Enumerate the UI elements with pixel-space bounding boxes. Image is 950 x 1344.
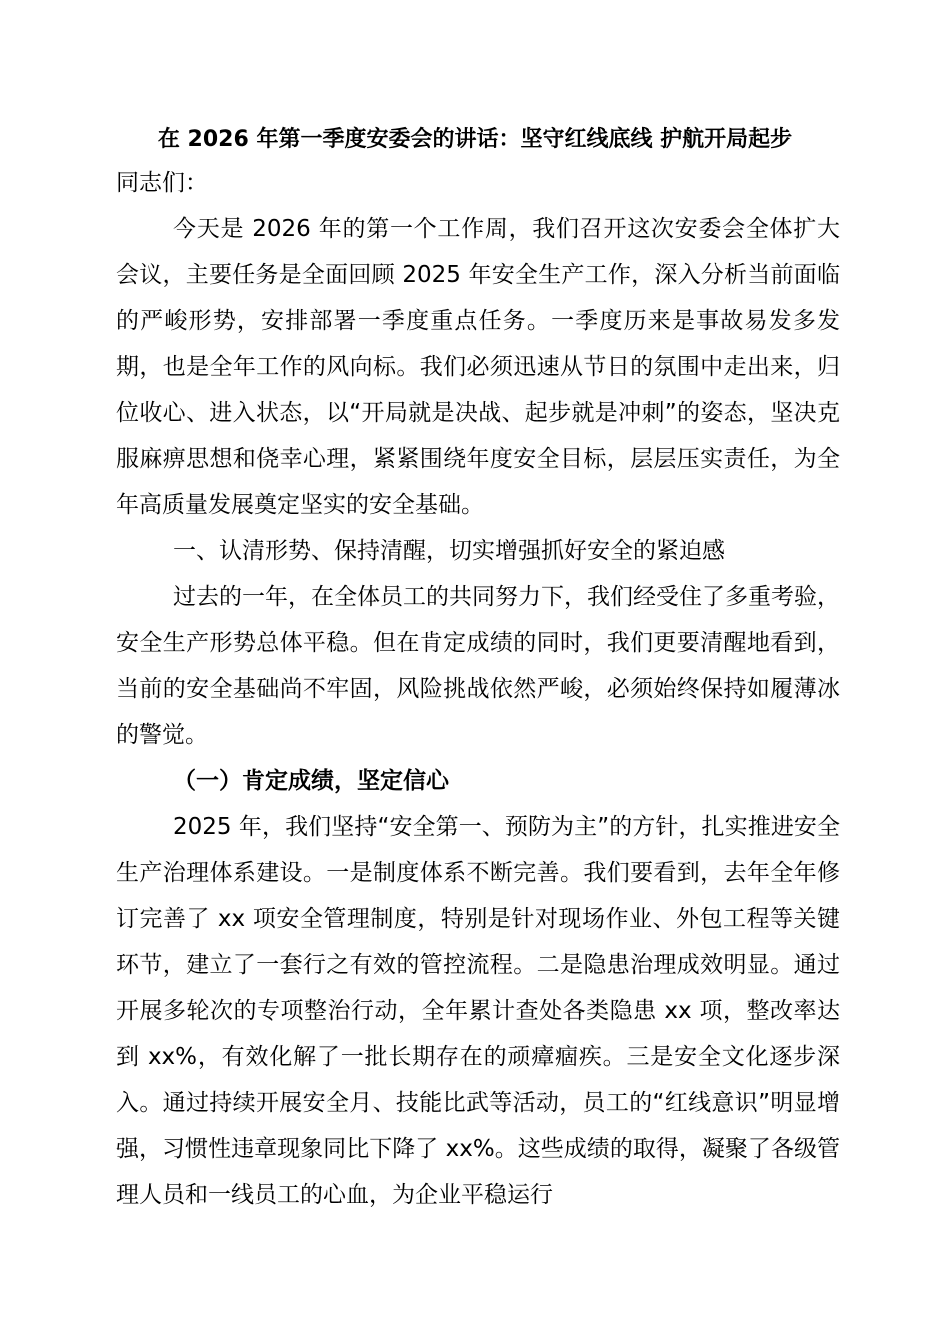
greeting: 同志们： <box>116 170 208 196</box>
paragraph-intro: 今天是 2026 年的第一个工作周，我们召开这次安委会全体扩大会议，主要任务是全面回顾 2025 年安全生产工作，深入分析当前面临的严峻形势，安排部署一季度重点任务。一季度历来是事故易发多发期，也是全年工作的风向标。我们必须迅速从节日的氛围中走出来，归位收心、进入状态，以“开局就是决战、起步就是冲刺”的姿态，坚决克服麻痹思想和侥幸心理，紧紧围绕年度安全目标，层层压实责任，为全年高质量发展奠定坚实的安全基础。 <box>116 216 840 518</box>
section-heading-1: 一、认清形势、保持清醒，切实增强抓好安全的紧迫感 <box>173 538 725 564</box>
paragraph-achievements: 2025 年，我们坚持“安全第一、预防为主”的方针，扎实推进安全生产治理体系建设。一是制度体系不断完善。我们要看到，去年全年修订完善了 xx 项安全管理制度，特别是针对现场作业、外包工程等关键环节，建立了一套行之有效的管控流程。二是隐患治理成效明显。通过开展多轮次的专项整治行动，全年累计查处各类隐患 xx 项，整改率达到 xx%，有效化解了一批长期存在的顽瘴痼疾。三是安全文化逐步深入。通过持续开展安全月、技能比武等活动，员工的“红线意识”明显增强，习惯性违章现象同比下降了 xx%。这些成绩的取得，凝聚了各级管理人员和一线员工的心血，为企业平稳运行 <box>116 814 840 1208</box>
document-title: 在 2026 年第一季度安委会的讲话：坚守红线底线 护航开局起步 <box>157 127 793 152</box>
document-body <box>116 160 840 1218</box>
subsection-heading-1: （一）肯定成绩，坚定信心 <box>173 768 449 794</box>
paragraph-situation: 过去的一年，在全体员工的共同努力下，我们经受住了多重考验，安全生产形势总体平稳。但在肯定成绩的同时，我们更要清醒地看到，当前的安全基础尚不牢固，风险挑战依然严峻，必须始终保持如履薄冰的警觉。 <box>116 584 840 748</box>
